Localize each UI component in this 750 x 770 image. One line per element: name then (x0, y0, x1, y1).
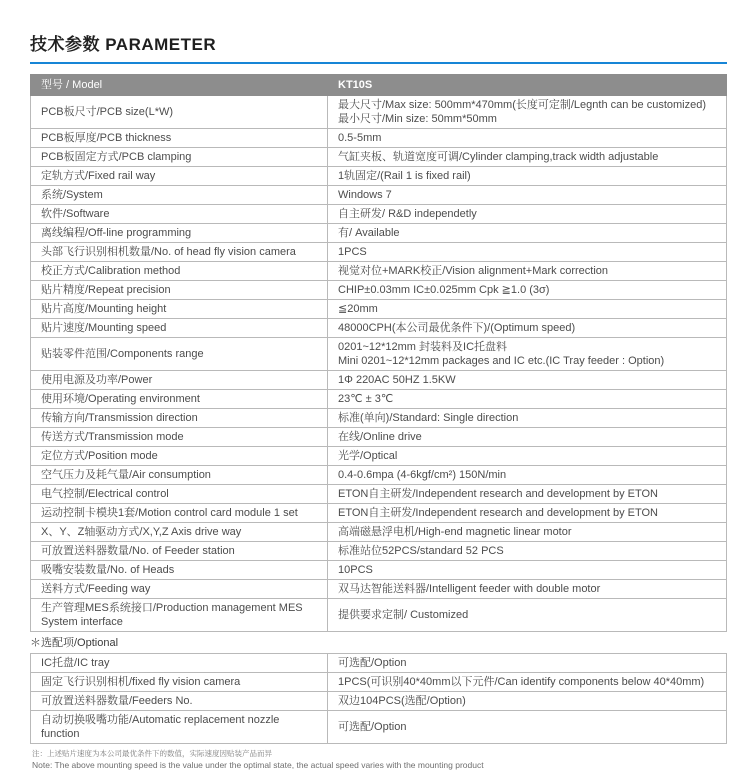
spec-value-cell (328, 186, 727, 205)
spec-value-line: ETON自主研发/Independent research and development by ETON (338, 507, 658, 519)
spec-value-line: 气缸夹板、轨道宽度可调/Cylinder clamping,track width adjustable (338, 151, 659, 163)
spec-row (31, 371, 727, 390)
optional-row (31, 692, 727, 711)
note-en: Note: The above mounting speed is the value under the optimal state, the actual speed varies with the mounting product (32, 760, 484, 770)
spec-param-cell: 贴装零件范围/Components range (31, 338, 328, 371)
spec-value-line: 高端磁悬浮电机/High-end magnetic linear motor (338, 526, 572, 538)
spec-value-cell (328, 428, 727, 447)
spec-value-cell (328, 129, 727, 148)
spec-param-cell: 使用电源及功率/Power (31, 371, 328, 390)
spec-value-line: 最大尺寸/Max size: 500mm*470mm(长度可定制/Legnth can be customized) (338, 99, 707, 111)
spec-value-cell (328, 542, 727, 561)
optional-value-cell (328, 673, 727, 692)
spec-value-cell (328, 561, 727, 580)
optional-param-cell: 可放置送料器数量/Feeders No. (31, 692, 328, 711)
spec-value-cell (328, 167, 727, 186)
spec-value-line: ETON自主研发/Independent research and development by ETON (338, 488, 658, 500)
optional-param-cell: 自动切换吸嘴功能/Automatic replacement nozzle function (31, 711, 328, 744)
spec-row (31, 243, 727, 262)
spec-row (31, 129, 727, 148)
spec-param-cell: 头部飞行识别相机数量/No. of head fly vision camera (31, 243, 328, 262)
spec-row (31, 205, 727, 224)
title-underline (30, 62, 727, 64)
spec-row (31, 338, 727, 371)
spec-value-cell (328, 148, 727, 167)
spec-value-line: 自主研发/ R&D independetly (338, 208, 477, 220)
spec-table (30, 74, 727, 632)
spec-value-cell (328, 96, 727, 129)
spec-value-line: 0.4-0.6mpa (4-6kgf/cm²) 150N/min (338, 469, 507, 481)
optional-param-cell: 固定飞行识别相机/fixed fly vision camera (31, 673, 328, 692)
spec-value-line: 0201~12*12mm 封装料及IC托盘料 (338, 341, 508, 353)
spec-param-cell: 传送方式/Transmission mode (31, 428, 328, 447)
spec-row (31, 504, 727, 523)
optional-value-line: 可选配/Option (338, 657, 407, 669)
spec-param-cell: 空气压力及耗气量/Air consumption (31, 466, 328, 485)
spec-value-line: 双马达智能送料器/Intelligent feeder with double motor (338, 583, 601, 595)
spec-row (31, 428, 727, 447)
spec-param-cell: 系统/System (31, 186, 328, 205)
spec-param-cell: 定轨方式/Fixed rail way (31, 167, 328, 186)
spec-value-cell (328, 338, 727, 371)
spec-value-cell (328, 319, 727, 338)
content (30, 30, 727, 770)
spec-row (31, 561, 727, 580)
optional-row (31, 711, 727, 744)
spec-value-cell (328, 262, 727, 281)
spec-value-line: 标准(单向)/Standard: Single direction (338, 412, 519, 424)
spec-value-line: 视觉对位+MARK校正/Vision alignment+Mark correction (338, 265, 608, 277)
spec-value-cell (328, 523, 727, 542)
spec-param-cell: 贴片精度/Repeat precision (31, 281, 328, 300)
spec-row (31, 447, 727, 466)
optional-value-cell (328, 654, 727, 673)
optional-value-cell (328, 711, 727, 744)
spec-value-cell (328, 504, 727, 523)
optional-value-line: 双边104PCS(选配/Option) (338, 695, 466, 707)
spec-value-cell (328, 371, 727, 390)
spec-param-cell: 校正方式/Calibration method (31, 262, 328, 281)
spec-value-line: ≦20mm (338, 303, 378, 315)
page-title: 技术参数 PARAMETER (30, 35, 217, 54)
spec-value-line: 标准站位52PCS/standard 52 PCS (338, 545, 504, 557)
spec-value-line: Mini 0201~12*12mm packages and IC etc.(IC Tray feeder : Option) (338, 355, 665, 367)
optional-value-cell (328, 692, 727, 711)
spec-value-line: 48000CPH(本公司最优条件下)/(Optimum speed) (338, 322, 576, 334)
spec-row (31, 262, 727, 281)
spec-row (31, 281, 727, 300)
spec-value-line: 有/ Available (338, 227, 400, 239)
spec-value-line: 在线/Online drive (338, 431, 422, 443)
spec-row (31, 409, 727, 428)
spec-value-line: 最小尺寸/Min size: 50mm*50mm (338, 113, 497, 125)
spec-value-line: 1PCS (338, 246, 367, 258)
spec-param-cell: 贴片速度/Mounting speed (31, 319, 328, 338)
spec-param-cell: 定位方式/Position mode (31, 447, 328, 466)
spec-param-cell: 生产管理MES系统接口/Production management MES System interface (31, 599, 328, 632)
spec-value-line: 提供要求定制/ Customized (338, 609, 469, 621)
optional-row (31, 673, 727, 692)
spec-param-cell: PCB板厚度/PCB thickness (31, 129, 328, 148)
spec-row (31, 466, 727, 485)
optional-value-line: 可选配/Option (338, 721, 407, 733)
spec-value-cell (328, 300, 727, 319)
note-zh: 注：上述贴片速度为本公司最优条件下的数值，实际速度因贴装产品而异 (32, 749, 272, 758)
spec-param-cell: PCB板尺寸/PCB size(L*W) (31, 96, 328, 129)
spec-value-cell (328, 466, 727, 485)
spec-value-line: 10PCS (338, 564, 373, 576)
spec-value-cell (328, 409, 727, 428)
footnotes (30, 749, 727, 770)
spec-row (31, 319, 727, 338)
model-label: 型号 / Model (31, 75, 328, 96)
spec-param-cell: 传输方向/Transmission direction (31, 409, 328, 428)
spec-row (31, 96, 727, 129)
optional-row (31, 654, 727, 673)
spec-row (31, 390, 727, 409)
spec-row (31, 148, 727, 167)
optional-table (30, 653, 727, 744)
spec-value-cell (328, 485, 727, 504)
spec-row (31, 542, 727, 561)
spec-param-cell: 运动控制卡模块1套/Motion control card module 1 set (31, 504, 328, 523)
spec-param-cell: 贴片高度/Mounting height (31, 300, 328, 319)
spec-param-cell: 送料方式/Feeding way (31, 580, 328, 599)
model-value: KT10S (328, 75, 727, 96)
spec-value-cell (328, 447, 727, 466)
spec-value-line: CHIP±0.03mm IC±0.025mm Cpk ≧1.0 (3σ) (338, 284, 550, 296)
optional-section-heading: ＊选配项/Optional (30, 637, 119, 649)
spec-param-cell: 吸嘴安装数量/No. of Heads (31, 561, 328, 580)
spec-value-cell (328, 281, 727, 300)
spec-value-cell (328, 580, 727, 599)
spec-row (31, 167, 727, 186)
spec-param-cell: X、Y、Z轴驱动方式/X,Y,Z Axis drive way (31, 523, 328, 542)
table-header-row (31, 75, 727, 96)
spec-row (31, 224, 727, 243)
spec-row (31, 599, 727, 632)
optional-param-cell: IC托盘/IC tray (31, 654, 328, 673)
optional-value-line: 1PCS(可识别40*40mm以下元件/Can identify components below 40*40mm) (338, 676, 705, 688)
spec-row (31, 580, 727, 599)
spec-value-cell (328, 390, 727, 409)
spec-value-line: 0.5-5mm (338, 132, 382, 144)
spec-value-cell (328, 243, 727, 262)
spec-param-cell: 电气控制/Electrical control (31, 485, 328, 504)
spec-value-cell (328, 205, 727, 224)
spec-value-line: 23℃ ± 3℃ (338, 393, 394, 405)
spec-value-line: 光学/Optical (338, 450, 398, 462)
spec-param-cell: 使用环境/Operating environment (31, 390, 328, 409)
spec-value-cell (328, 599, 727, 632)
spec-value-line: 1轨固定/(Rail 1 is fixed rail) (338, 170, 471, 182)
spec-row (31, 186, 727, 205)
spec-param-cell: PCB板固定方式/PCB clamping (31, 148, 328, 167)
spec-row (31, 300, 727, 319)
spec-param-cell: 软件/Software (31, 205, 328, 224)
spec-value-cell (328, 224, 727, 243)
spec-row (31, 485, 727, 504)
spec-row (31, 523, 727, 542)
spec-param-cell: 离线编程/Off-line programming (31, 224, 328, 243)
spec-param-cell: 可放置送料器数量/No. of Feeder station (31, 542, 328, 561)
spec-value-line: Windows 7 (338, 189, 392, 201)
spec-value-line: 1Φ 220AC 50HZ 1.5KW (338, 374, 456, 386)
